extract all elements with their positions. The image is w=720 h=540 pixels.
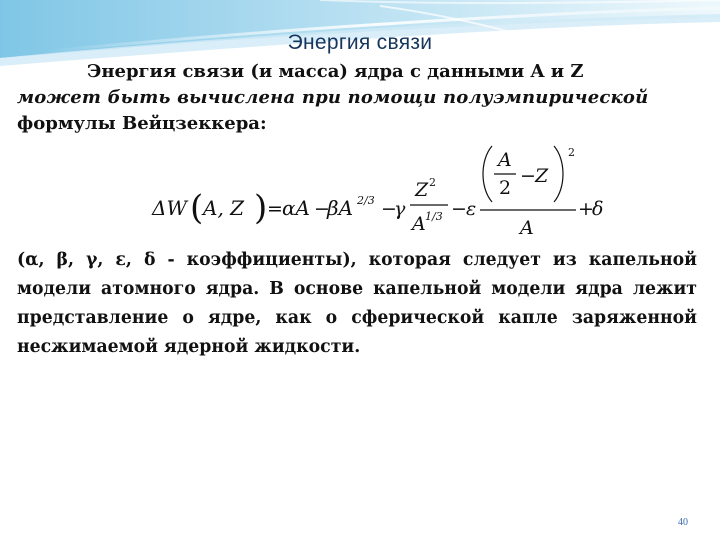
formula-exp-two-thirds: 2/3 <box>357 194 375 207</box>
formula-equals: = <box>267 198 283 220</box>
formula-open-paren: ( <box>190 188 204 228</box>
formula-big-open-paren <box>483 146 492 202</box>
formula-z-numerator: Z <box>415 179 429 201</box>
formula-z-power: 2 <box>429 176 436 189</box>
formula-lhs: ΔW <box>152 196 187 220</box>
formula-fraction-denominator: A <box>520 217 534 239</box>
formula-plus: + <box>578 198 594 220</box>
formula-beta-term: βA <box>327 196 354 220</box>
formula-minus-3: − <box>451 198 467 220</box>
formula-big-close-paren <box>554 146 563 202</box>
formula-exp-one-third: 1/3 <box>425 210 443 223</box>
slide-title: Энергия связи <box>287 31 433 54</box>
formula-gamma: γ <box>394 198 406 220</box>
intro-line-2: может быть вычислена при помощи полуэмпирической <box>17 87 649 108</box>
formula-a-denominator: A <box>412 213 426 235</box>
formula-args: A, Z <box>203 196 245 220</box>
intro-paragraph <box>17 59 707 137</box>
formula-paren-power: 2 <box>568 146 575 159</box>
formula-epsilon: ε <box>466 198 477 220</box>
formula-close-paren: ) <box>254 188 268 228</box>
body-paragraph: (α, β, γ, ε, δ - коэффициенты), которая следует из капельной модели атомного ядра. В основе капельной модели ядра лежит представление о ядре, как о сферической капле заряженной несжимаемой ядерной жидкости. <box>17 250 697 357</box>
intro-line-1: Энергия связи (и масса) ядра с данными A и Z <box>87 61 584 82</box>
formula-minus-1: − <box>314 198 330 220</box>
page-number: 40 <box>678 517 688 528</box>
intro-line-3: формулы Вейцзеккера: <box>17 113 267 134</box>
formula-paren-minus: − <box>520 165 536 187</box>
weizsacker-formula <box>150 142 620 242</box>
formula-delta: δ <box>592 198 604 220</box>
formula-paren-a: A <box>498 149 512 171</box>
formula-alpha-term: αA <box>282 196 310 220</box>
formula-paren-z: Z <box>535 165 549 187</box>
formula-minus-2: − <box>381 198 397 220</box>
formula-paren-two: 2 <box>499 177 512 199</box>
